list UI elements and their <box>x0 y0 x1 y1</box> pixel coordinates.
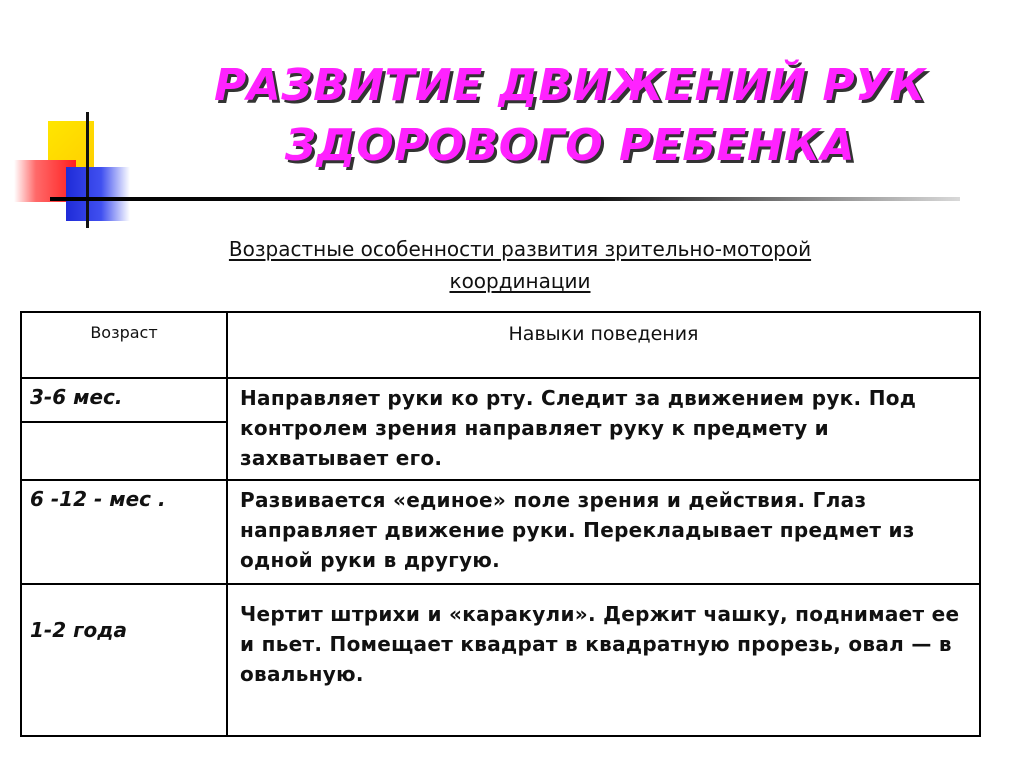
title-line-2: ЗДОРОВОГО РЕБЕНКА <box>284 120 856 171</box>
table-caption <box>120 233 920 297</box>
table-row <box>21 480 980 584</box>
slide-title <box>150 56 990 176</box>
header-skills: Навыки поведения <box>227 312 980 378</box>
skills-cell: Развивается «единое» поле зрения и действия. Глаз направляет движение руки. Перекладывает предмет из одной руки в другую. <box>227 480 980 584</box>
age-cell <box>21 378 227 480</box>
title-line-1: РАЗВИТИЕ ДВИЖЕНИЙ РУК <box>213 60 927 111</box>
skills-cell: Направляет руки ко рту. Следит за движением рук. Под контролем зрения направляет руку к предмету и захватывает его. <box>227 378 980 480</box>
age-cell: 1-2 года <box>21 584 227 736</box>
table-row <box>21 584 980 736</box>
age-cell: 6 -12 - мес . <box>21 480 227 584</box>
vertical-line-decoration <box>86 112 89 228</box>
caption-line-2: координации <box>449 269 591 293</box>
blue-square-decoration <box>66 167 130 221</box>
header-age: Возраст <box>21 312 227 378</box>
age-skills-table <box>20 311 981 737</box>
title-underline-rule <box>50 197 960 201</box>
skills-cell: Чертит штрихи и «каракули». Держит чашку, поднимает ее и пьет. Помещает квадрат в квадратную прорезь, овал — в овальную. <box>227 584 980 736</box>
table-header-row <box>21 312 980 378</box>
table-row <box>21 378 980 480</box>
caption-line-1: Возрастные особенности развития зрительно-моторой <box>228 237 812 261</box>
age-label: 3-6 мес. <box>22 379 226 423</box>
